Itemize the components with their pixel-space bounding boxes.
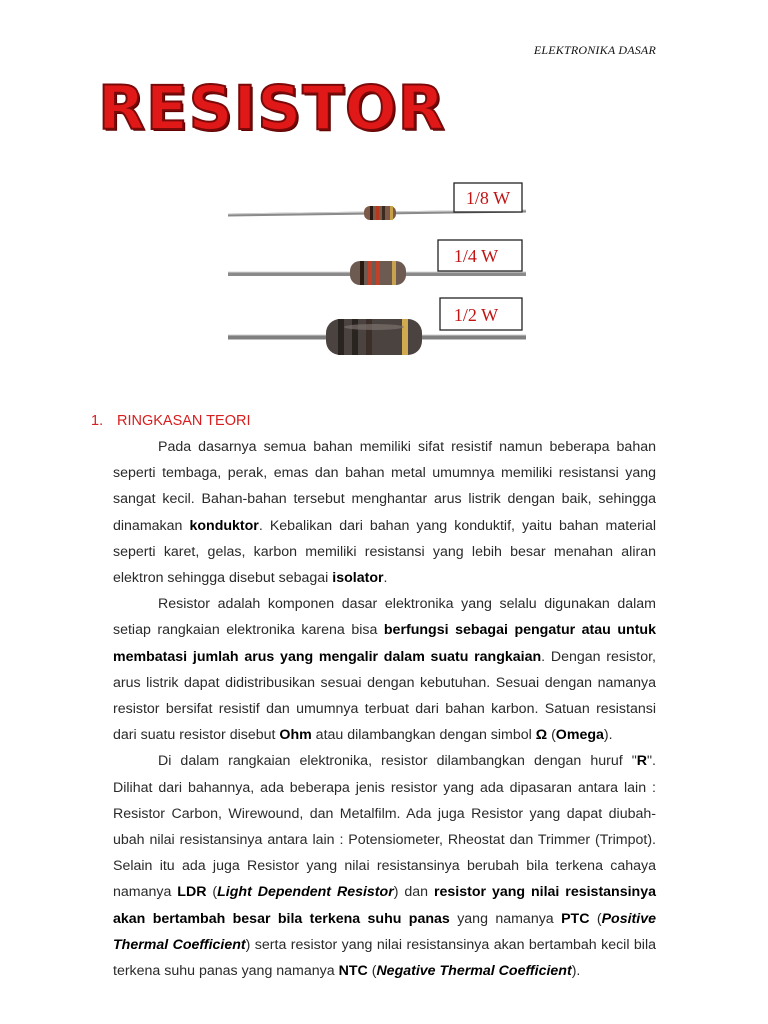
text-run: ) serta resistor yang nilai resistansinya akan bertambah kecil bila terkena suhu panas yang namanya (113, 936, 656, 980)
text-run: Pada dasarnya semua bahan memiliki sifat resistif namun beberapa bahan seperti tembaga, perak, emas dan bahan metal umumnya memiliki resistansi yang sangat kecil. Bahan-bahan tersebut menghantar arus listrik dengan baik, sehingga dinamakan (113, 439, 656, 534)
paragraph-1 (113, 434, 656, 591)
term-ohm: Ohm (279, 727, 312, 744)
term-ntc-expansion: Negative Thermal Coefficient (376, 963, 572, 980)
resistor-1-2w-image (228, 298, 526, 355)
resistor-figure (226, 175, 530, 360)
text-run: ). (603, 727, 613, 744)
resistor-1-4w-image (228, 240, 526, 285)
emphasis-fungsi: berfungsi sebagai pengatur atau untuk membatasi jumlah arus yang mengalir dalam suatu rangkaian (113, 622, 656, 665)
text-run: . Dengan resistor, arus listrik dapat didistribusikan sesuai dengan kebutuhan. Sesuai dengan namanya resistor bersifat resistif dan umumnya terbuat dari bahan karbon. Satuan resistansi dari suatu resistor disebut (113, 648, 656, 744)
term-konduktor: konduktor (189, 517, 259, 534)
section-number: 1. (91, 413, 104, 429)
section-heading (91, 413, 250, 429)
text-run: ( (206, 884, 218, 901)
term-omega: Omega (555, 727, 604, 744)
omega-symbol: Ω (535, 727, 548, 744)
label-1-4w: 1/4 W (453, 246, 499, 266)
text-run: ( (547, 727, 556, 744)
running-header: ELEKTRONIKA DASAR (533, 43, 656, 57)
text-run: Di dalam rangkaian elektronika, resistor dilambangkan dengan huruf " (158, 753, 637, 770)
term-ldr: LDR (177, 884, 207, 901)
term-ntc: NTC (338, 963, 368, 980)
term-ptc-expansion: Positive Thermal Coefficient (113, 910, 656, 953)
text-run: ( (589, 910, 602, 927)
text-run: atau dilambangkan dengan simbol (311, 727, 536, 744)
body-text (113, 434, 656, 984)
page-title: RESISTOR (98, 73, 446, 144)
section-title: RINGKASAN TEORI (117, 413, 251, 429)
term-ldr-expansion: Light Dependent Resistor (217, 884, 394, 901)
label-1-2w: 1/2 W (453, 305, 499, 325)
text-run: ( (367, 963, 377, 980)
resistor-1-8w-image (228, 183, 526, 220)
text-run: ). (571, 963, 581, 980)
term-ptc: PTC (561, 910, 590, 927)
text-run: Resistor adalah komponen dasar elektronika yang selalu digunakan dalam setiap rangkaian elektronika karena bisa (113, 596, 656, 639)
text-run: . (383, 570, 388, 587)
text-run: ". Dilihat dari bahannya, ada beberapa jenis resistor yang ada dipasaran antara lain : Resistor Carbon, Wirewound, dan Metalfilm. Ada juga Resistor yang dapat diubah-ubah nilai resistansinya antara lain : Potensiometer, Rheostat dan Trimmer (Trimpot). Selain itu ada juga Resistor yang nilai resistansinya berubah bila terkena cahaya namanya (113, 753, 656, 901)
paragraph-3 (113, 748, 656, 984)
label-1-8w: 1/8 W (465, 188, 511, 208)
term-isolator: isolator (332, 570, 384, 587)
text-run: yang namanya (449, 910, 562, 927)
paragraph-2 (113, 591, 656, 748)
emphasis-ptc-desc: resistor yang nilai resistansinya akan bertambah besar bila terkena suhu panas (113, 884, 656, 927)
text-run: ) dan (393, 884, 434, 901)
term-r: R (636, 753, 648, 770)
text-run: . Kebalikan dari bahan yang konduktif, yaitu bahan material seperti karet, gelas, karbon memiliki resistansi yang lebih besar menahan aliran elektron sehingga disebut sebagai (113, 517, 656, 587)
